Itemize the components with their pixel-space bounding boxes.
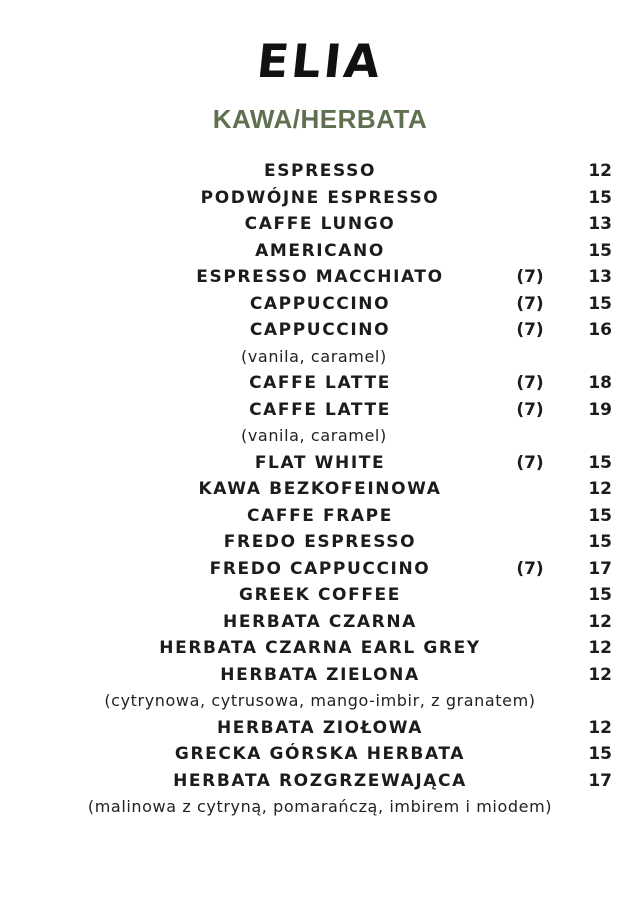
menu-item-allergen: (7) [516, 320, 544, 340]
menu-item-price: 17 [588, 770, 612, 791]
menu-item-allergen: (7) [516, 399, 544, 420]
menu-item-price: 18 [588, 373, 612, 393]
menu-item-price: 12 [588, 638, 612, 658]
section-title: KAWA/HERBATA [212, 104, 428, 134]
menu-item-name: KAWA BEZKOFEINOWA [198, 479, 442, 499]
menu-item-name: HERBATA CZARNA [223, 611, 417, 632]
menu-item-name: CAFFE LATTE [249, 399, 391, 420]
menu-item [0, 264, 640, 291]
menu-item [0, 715, 640, 742]
menu-item-name: FREDO ESPRESSO [223, 532, 417, 552]
menu-item-price: 12 [588, 611, 612, 632]
menu-item [0, 317, 640, 344]
menu-item-name: ESPRESSO [264, 161, 376, 181]
menu-item [0, 609, 640, 636]
menu-item-name: HERBATA ROZGRZEWAJĄCA [173, 770, 467, 791]
menu-item-name: HERBATA CZARNA EARL GREY [159, 638, 481, 658]
menu-item [0, 529, 640, 556]
menu-item-price: 12 [588, 717, 612, 738]
menu-item-price: 15 [588, 532, 612, 552]
menu-item-note: (malinowa z cytryną, pomarańczą, imbirem i miodem) [87, 797, 553, 816]
menu-item-name: CAPPUCCINO [249, 293, 391, 314]
menu-item-allergen: (7) [516, 267, 544, 287]
menu-item [0, 397, 640, 424]
menu-item-price: 15 [588, 505, 612, 526]
menu-item-note: (cytrynowa, cytrusowa, mango-imbir, z granatem) [104, 691, 536, 710]
menu-note-row [0, 794, 640, 821]
menu-item-name: HERBATA ZIOŁOWA [216, 717, 424, 738]
menu-item-name: HERBATA ZIELONA [220, 664, 420, 685]
menu-item-price: 15 [588, 744, 612, 764]
menu-item [0, 211, 640, 238]
restaurant-title: ELIA [254, 34, 386, 88]
menu-item-name: AMERICANO [255, 240, 385, 261]
menu-item-name: CAPPUCCINO [249, 320, 391, 340]
menu-item [0, 450, 640, 477]
menu-item [0, 370, 640, 397]
menu-item-price: 15 [588, 293, 612, 314]
menu-item-price: 17 [588, 558, 612, 579]
menu-item-price: 13 [588, 267, 612, 287]
menu-item [0, 291, 640, 318]
menu-item-allergen: (7) [516, 373, 544, 393]
menu-item-price: 16 [588, 320, 612, 340]
menu-item-allergen: (7) [516, 293, 544, 314]
menu-item [0, 768, 640, 795]
menu-item-price: 15 [588, 240, 612, 261]
menu-item-name: PODWÓJNE ESPRESSO [200, 187, 440, 208]
menu-item [0, 503, 640, 530]
menu-item-name: CAFFE LUNGO [244, 214, 396, 234]
menu-item [0, 238, 640, 265]
menu-item-name: GRECKA GÓRSKA HERBATA [174, 744, 466, 764]
menu-item-price: 12 [588, 479, 612, 499]
menu-note-row [0, 344, 640, 371]
menu-item [0, 185, 640, 212]
menu-item-price: 12 [588, 161, 612, 181]
menu-item-price: 13 [588, 214, 612, 234]
menu-item-price: 12 [588, 664, 612, 685]
menu-note-row [0, 423, 640, 450]
menu-item-price: 15 [588, 452, 612, 473]
menu-item-name: CAFFE LATTE [249, 373, 391, 393]
menu-item [0, 556, 640, 583]
menu-note-row [0, 688, 640, 715]
menu-item-price: 19 [588, 399, 612, 420]
menu-item-name: CAFFE FRAPE [247, 505, 393, 526]
menu-item-name: FREDO CAPPUCCINO [209, 558, 431, 579]
menu-item-name: ESPRESSO MACCHIATO [196, 267, 444, 287]
menu-item [0, 662, 640, 689]
menu-item [0, 741, 640, 768]
menu-item [0, 476, 640, 503]
menu-list [0, 158, 640, 821]
menu-item-allergen: (7) [516, 558, 544, 579]
menu-item-name: GREEK COFFEE [239, 585, 401, 605]
menu-item [0, 158, 640, 185]
menu-item [0, 582, 640, 609]
menu-item [0, 635, 640, 662]
menu-item-note: (vanila, caramel) [241, 426, 387, 445]
menu-item-allergen: (7) [516, 452, 544, 473]
menu-item-note: (vanila, caramel) [241, 346, 387, 366]
menu-item-price: 15 [588, 585, 612, 605]
menu-item-name: FLAT WHITE [254, 452, 386, 473]
menu-item-price: 15 [588, 187, 612, 208]
